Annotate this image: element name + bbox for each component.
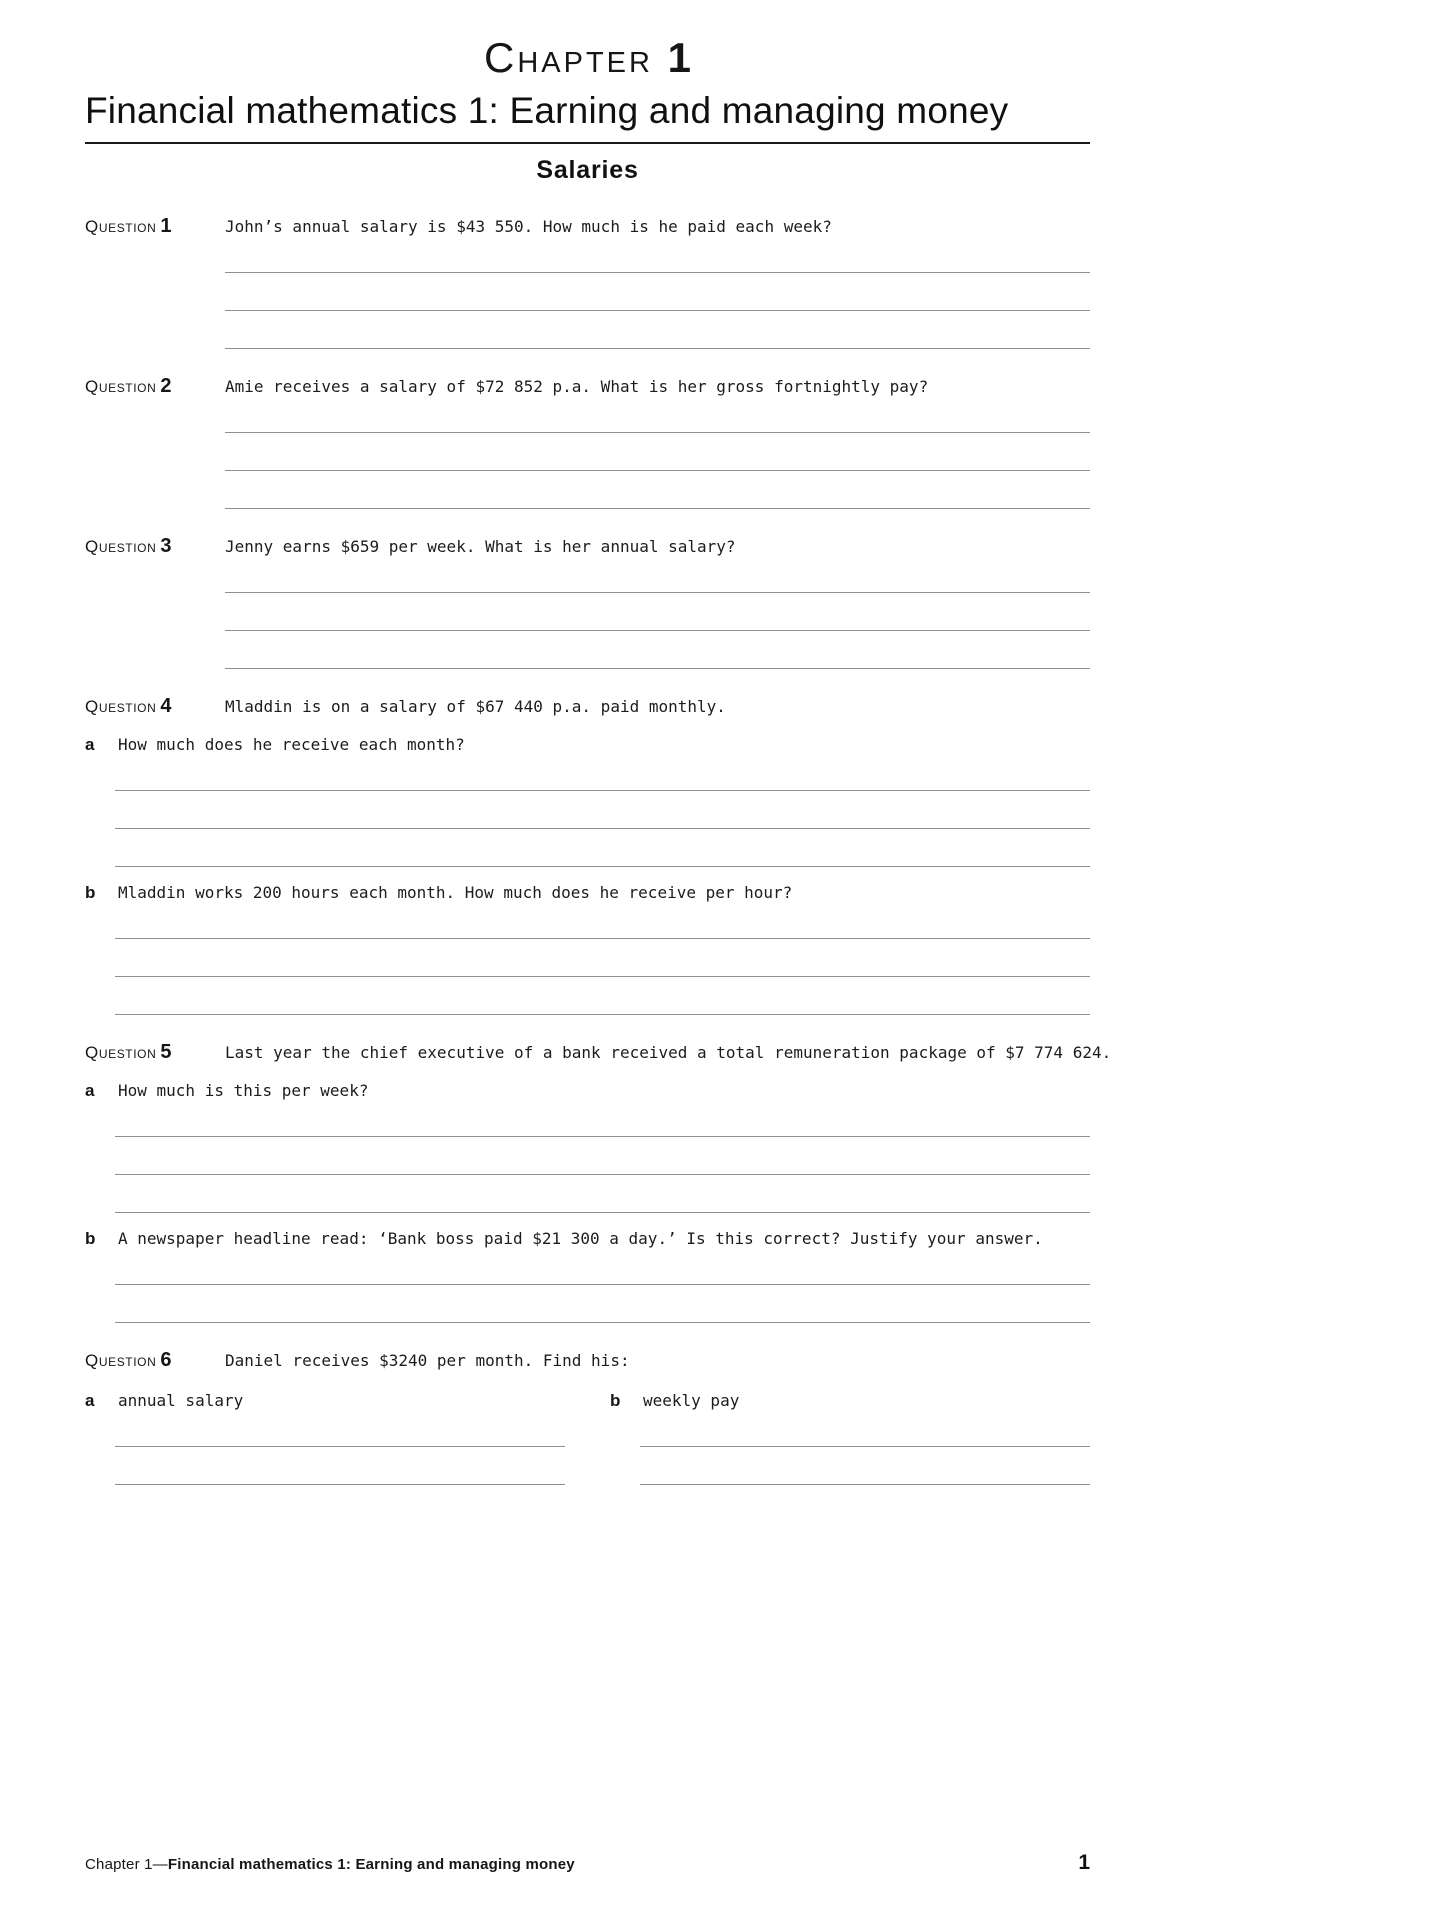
question-word: Question (85, 1351, 157, 1370)
question-1-head (85, 215, 1090, 243)
question-1-label (85, 215, 225, 238)
answer-line (115, 1255, 1090, 1285)
chapter-heading (85, 34, 1090, 82)
question-4 (85, 695, 1090, 1015)
question-6-head (85, 1349, 1090, 1377)
question-word: Question (85, 537, 157, 556)
question-1-answer-lines (225, 243, 1090, 349)
chapter-number: 1 (667, 34, 691, 81)
section-title: Salaries (536, 156, 639, 184)
question-4-number: 4 (160, 695, 173, 717)
question-4-part-b (85, 883, 1090, 909)
question-6-text: Daniel receives $3240 per month. Find his: (225, 1351, 630, 1370)
question-6-part-b (610, 1391, 1090, 1417)
question-5-head (85, 1041, 1112, 1069)
question-2-head (85, 375, 1090, 403)
question-4a-text: How much does he receive each month? (118, 735, 465, 754)
question-6 (85, 1349, 1090, 1485)
question-2-number: 2 (160, 375, 173, 397)
answer-line (225, 403, 1090, 433)
part-b-label: b (85, 1229, 96, 1248)
question-word: Question (85, 697, 157, 716)
answer-line (115, 829, 1090, 867)
answer-line (225, 563, 1090, 593)
chapter-word: Chapter (484, 34, 653, 81)
answer-line (225, 471, 1090, 509)
page-number: 1 (1078, 1851, 1090, 1874)
answer-line (115, 1137, 1090, 1175)
page-footer (85, 1851, 1090, 1875)
question-5-text: Last year the chief executive of a bank received a total remuneration package of $7 774 624. (225, 1043, 1112, 1062)
question-6-part-a (85, 1391, 565, 1417)
question-word: Question (85, 1043, 157, 1062)
answer-line (115, 1285, 1090, 1323)
question-5b-text: A newspaper headline read: ‘Bank boss paid $21 300 a day.’ Is this correct? Justify your answer. (118, 1229, 1043, 1248)
answer-line (115, 1175, 1090, 1213)
question-2-text: Amie receives a salary of $72 852 p.a. What is her gross fortnightly pay? (225, 377, 929, 396)
question-4b-answer-lines (115, 909, 1090, 1015)
question-3-number: 3 (160, 535, 173, 557)
question-5a-text: How much is this per week? (118, 1081, 369, 1100)
question-5-label (85, 1041, 225, 1064)
answer-line (115, 939, 1090, 977)
question-5-part-b (85, 1229, 1090, 1255)
question-6-columns (85, 1379, 1090, 1485)
question-6a-answer-lines (115, 1417, 565, 1485)
question-1-text: John’s annual salary is $43 550. How much is he paid each week? (225, 217, 832, 236)
question-6b-answer-lines (640, 1417, 1090, 1485)
answer-line (225, 243, 1090, 273)
part-a-label: a (85, 1081, 95, 1100)
question-4-text: Mladdin is on a salary of $67 440 p.a. paid monthly. (225, 697, 726, 716)
question-6-column-a (85, 1379, 565, 1485)
question-1-number: 1 (160, 215, 173, 237)
question-6-number: 6 (160, 1349, 173, 1371)
question-4-head (85, 695, 1090, 723)
question-3 (85, 535, 1090, 669)
question-5-number: 5 (160, 1041, 173, 1063)
question-1 (85, 215, 1090, 349)
answer-line (225, 273, 1090, 311)
part-a-label: a (85, 735, 95, 754)
footer-chapter-reference (85, 1856, 575, 1873)
question-5-part-a (85, 1081, 1090, 1107)
question-5b-answer-lines (115, 1255, 1090, 1323)
answer-line (640, 1417, 1090, 1447)
question-3-head (85, 535, 1090, 563)
question-3-text: Jenny earns $659 per week. What is her annual salary? (225, 537, 736, 556)
question-3-label (85, 535, 225, 558)
question-4a-answer-lines (115, 761, 1090, 867)
question-word: Question (85, 217, 157, 236)
answer-line (115, 1417, 565, 1447)
answer-line (225, 593, 1090, 631)
question-2-label (85, 375, 225, 398)
answer-line (115, 909, 1090, 939)
part-a-label: a (85, 1391, 95, 1410)
answer-line (225, 631, 1090, 669)
question-6-column-b (610, 1379, 1090, 1485)
footer-chapter-prefix: Chapter 1— (85, 1856, 168, 1873)
answer-line (115, 791, 1090, 829)
answer-line (640, 1447, 1090, 1485)
question-3-answer-lines (225, 563, 1090, 669)
answer-line (225, 311, 1090, 349)
question-2 (85, 375, 1090, 509)
part-b-label: b (610, 1391, 621, 1410)
answer-line (115, 1447, 565, 1485)
question-5a-answer-lines (115, 1107, 1090, 1213)
question-6-label (85, 1349, 225, 1372)
page-title: Financial mathematics 1: Earning and managing money (85, 90, 1090, 144)
question-2-answer-lines (225, 403, 1090, 509)
question-6b-text: weekly pay (643, 1391, 740, 1410)
question-4-label (85, 695, 225, 718)
footer-chapter-title: Financial mathematics 1: Earning and managing money (167, 1856, 575, 1873)
answer-line (115, 1107, 1090, 1137)
answer-line (115, 761, 1090, 791)
question-5 (85, 1041, 1112, 1323)
part-b-label: b (85, 883, 96, 902)
question-word: Question (85, 377, 157, 396)
question-6a-text: annual salary (118, 1391, 244, 1410)
question-4b-text: Mladdin works 200 hours each month. How much does he receive per hour? (118, 883, 793, 902)
answer-line (115, 977, 1090, 1015)
answer-line (225, 433, 1090, 471)
question-4-part-a (85, 735, 1090, 761)
